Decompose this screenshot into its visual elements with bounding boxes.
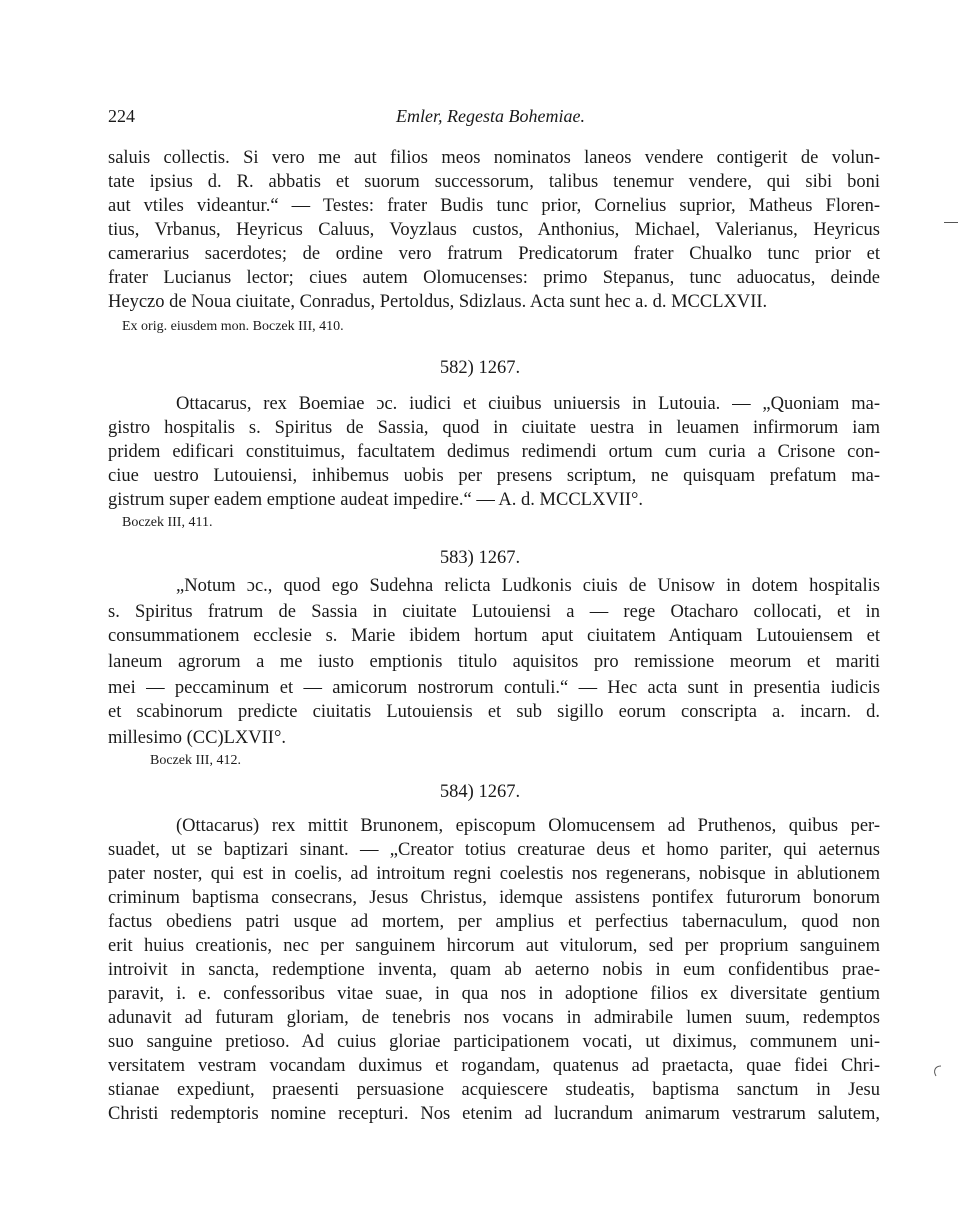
margin-curl-mark: [930, 1064, 944, 1083]
text-line: introivit in sancta, redemptione inventa, quam ab aeterno nobis in eum confidentibus prae-: [108, 960, 880, 980]
text-line: ciue uestro Lutouiensi, inhibemus uobis per presens scriptum, ne quisquam prefatum ma-: [108, 466, 880, 486]
text-line: mei — peccaminum et — amicorum nostrorum contuli.“ — Hec acta sunt in presentia iudicis: [108, 678, 880, 698]
text-line: factus obediens patri usque ad mortem, per amplius et perfectius tabernaculum, quod non: [108, 912, 880, 932]
source-citation: Boczek III, 412.: [150, 753, 241, 768]
source-citation: Boczek III, 411.: [122, 515, 213, 530]
text-line: consummationem ecclesie s. Marie ibidem hortum aput ciuitatem Antiquam Lutouiensem et: [108, 626, 880, 646]
text-line: camerarius sacerdotes; de ordine vero fratrum Predicatorum frater Chualko tunc prior et: [108, 244, 880, 264]
text-line: stianae expediunt, praesenti persuasione acquiescere studeatis, baptisma sanctum in Jesu: [108, 1080, 880, 1100]
text-line: tate ipsius d. R. abbatis et suorum successorum, talibus tenemur vendere, qui sibi boni: [108, 172, 880, 192]
text-line: suadet, ut se baptizari sinant. — „Creator totius creaturae deus et homo pariter, qui aeternus: [108, 840, 880, 860]
entry-heading-582: 582) 1267.: [439, 358, 521, 378]
text-line: suo sanguine pretioso. Ad cuius gloriae participationem vocati, ut diximus, communem uni-: [108, 1032, 880, 1052]
text-line: s. Spiritus fratrum de Sassia in ciuitate Lutouiensi a — rege Otacharo collocati, et in: [108, 602, 880, 622]
text-line: pater noster, qui est in coelis, ad introitum regni coelestis nos regenerans, nobisque in ablutionem: [108, 864, 880, 884]
text-line: gistrum super eadem emptione audeat impedire.“ — A. d. MCCLXVII°.: [108, 490, 644, 510]
text-line: Christi redemptoris nomine recepturi. Nos etenim ad lucrandum animarum vestrarum salutem,: [108, 1104, 880, 1124]
text-line: pridem edificari constituimus, facultatem dedimus redimendi ortum cum curia a Crisone con-: [108, 442, 880, 462]
text-line: frater Lucianus lector; ciues autem Olomucenses: primo Stepanus, tunc aduocatus, deinde: [108, 268, 880, 288]
text-line: millesimo (CC)LXVII°.: [108, 728, 286, 748]
text-line: saluis collectis. Si vero me aut filios meos nominatos laneos vendere contigerit de volun-: [108, 148, 880, 168]
running-head: Emler, Regesta Bohemiae.: [396, 106, 585, 126]
text-line: (Ottacarus) rex mittit Brunonem, episcopum Olomucensem ad Pruthenos, quibus per-: [176, 816, 880, 836]
text-line: Ottacarus, rex Boemiae ɔc. iudici et ciuibus uniuersis in Lutouia. — „Quoniam ma-: [176, 394, 880, 414]
margin-dash-mark: [944, 222, 958, 223]
text-line: criminum baptisma consecrans, Jesus Christus, idemque assistens pontifex futurorum bonorum: [108, 888, 880, 908]
text-line: versitatem vestram vocandam duximus et rogandam, quatenus ad praetacta, quae fidei Chri-: [108, 1056, 880, 1076]
text-line: tius, Vrbanus, Heyricus Caluus, Voyzlaus custos, Anthonius, Michael, Valerianus, Heyricus: [108, 220, 880, 240]
page-number: 224: [108, 106, 135, 126]
entry-heading-583: 583) 1267.: [439, 548, 521, 568]
source-citation: Ex orig. eiusdem mon. Boczek III, 410.: [122, 319, 344, 334]
text-line: gistro hospitalis s. Spiritus de Sassia, quod in ciuitate uestra in leuamen infirmorum iam: [108, 418, 880, 438]
text-line: adunavit ad futuram gloriam, de tenebris nos vocans in admirabile lumen suum, redemptos: [108, 1008, 880, 1028]
text-line: aut vtiles videantur.“ — Testes: frater Budis tunc prior, Cornelius suprior, Matheus Floren-: [108, 196, 880, 216]
text-line: „Notum ɔc., quod ego Sudehna relicta Ludkonis ciuis de Unisow in dotem hospitalis: [176, 576, 880, 596]
entry-heading-584: 584) 1267.: [439, 782, 521, 802]
text-line: erit huius creationis, nec per sanguinem hircorum aut vitulorum, sed per proprium sanguinem: [108, 936, 880, 956]
text-line: et scabinorum predicte ciuitatis Lutouiensis et sub sigillo eorum conscripta a. incarn. d.: [108, 702, 880, 722]
text-line: laneum agrorum a me iusto emptionis titulo aquisitos pro remissione meorum et mariti: [108, 652, 880, 672]
text-line: Heyczo de Noua ciuitate, Conradus, Pertoldus, Sdizlaus. Acta sunt hec a. d. MCCLXVII.: [108, 292, 768, 312]
text-line: paravit, i. e. confessoribus vitae suae, in qua nos in adoptione filios ex diversitate gentium: [108, 984, 880, 1004]
